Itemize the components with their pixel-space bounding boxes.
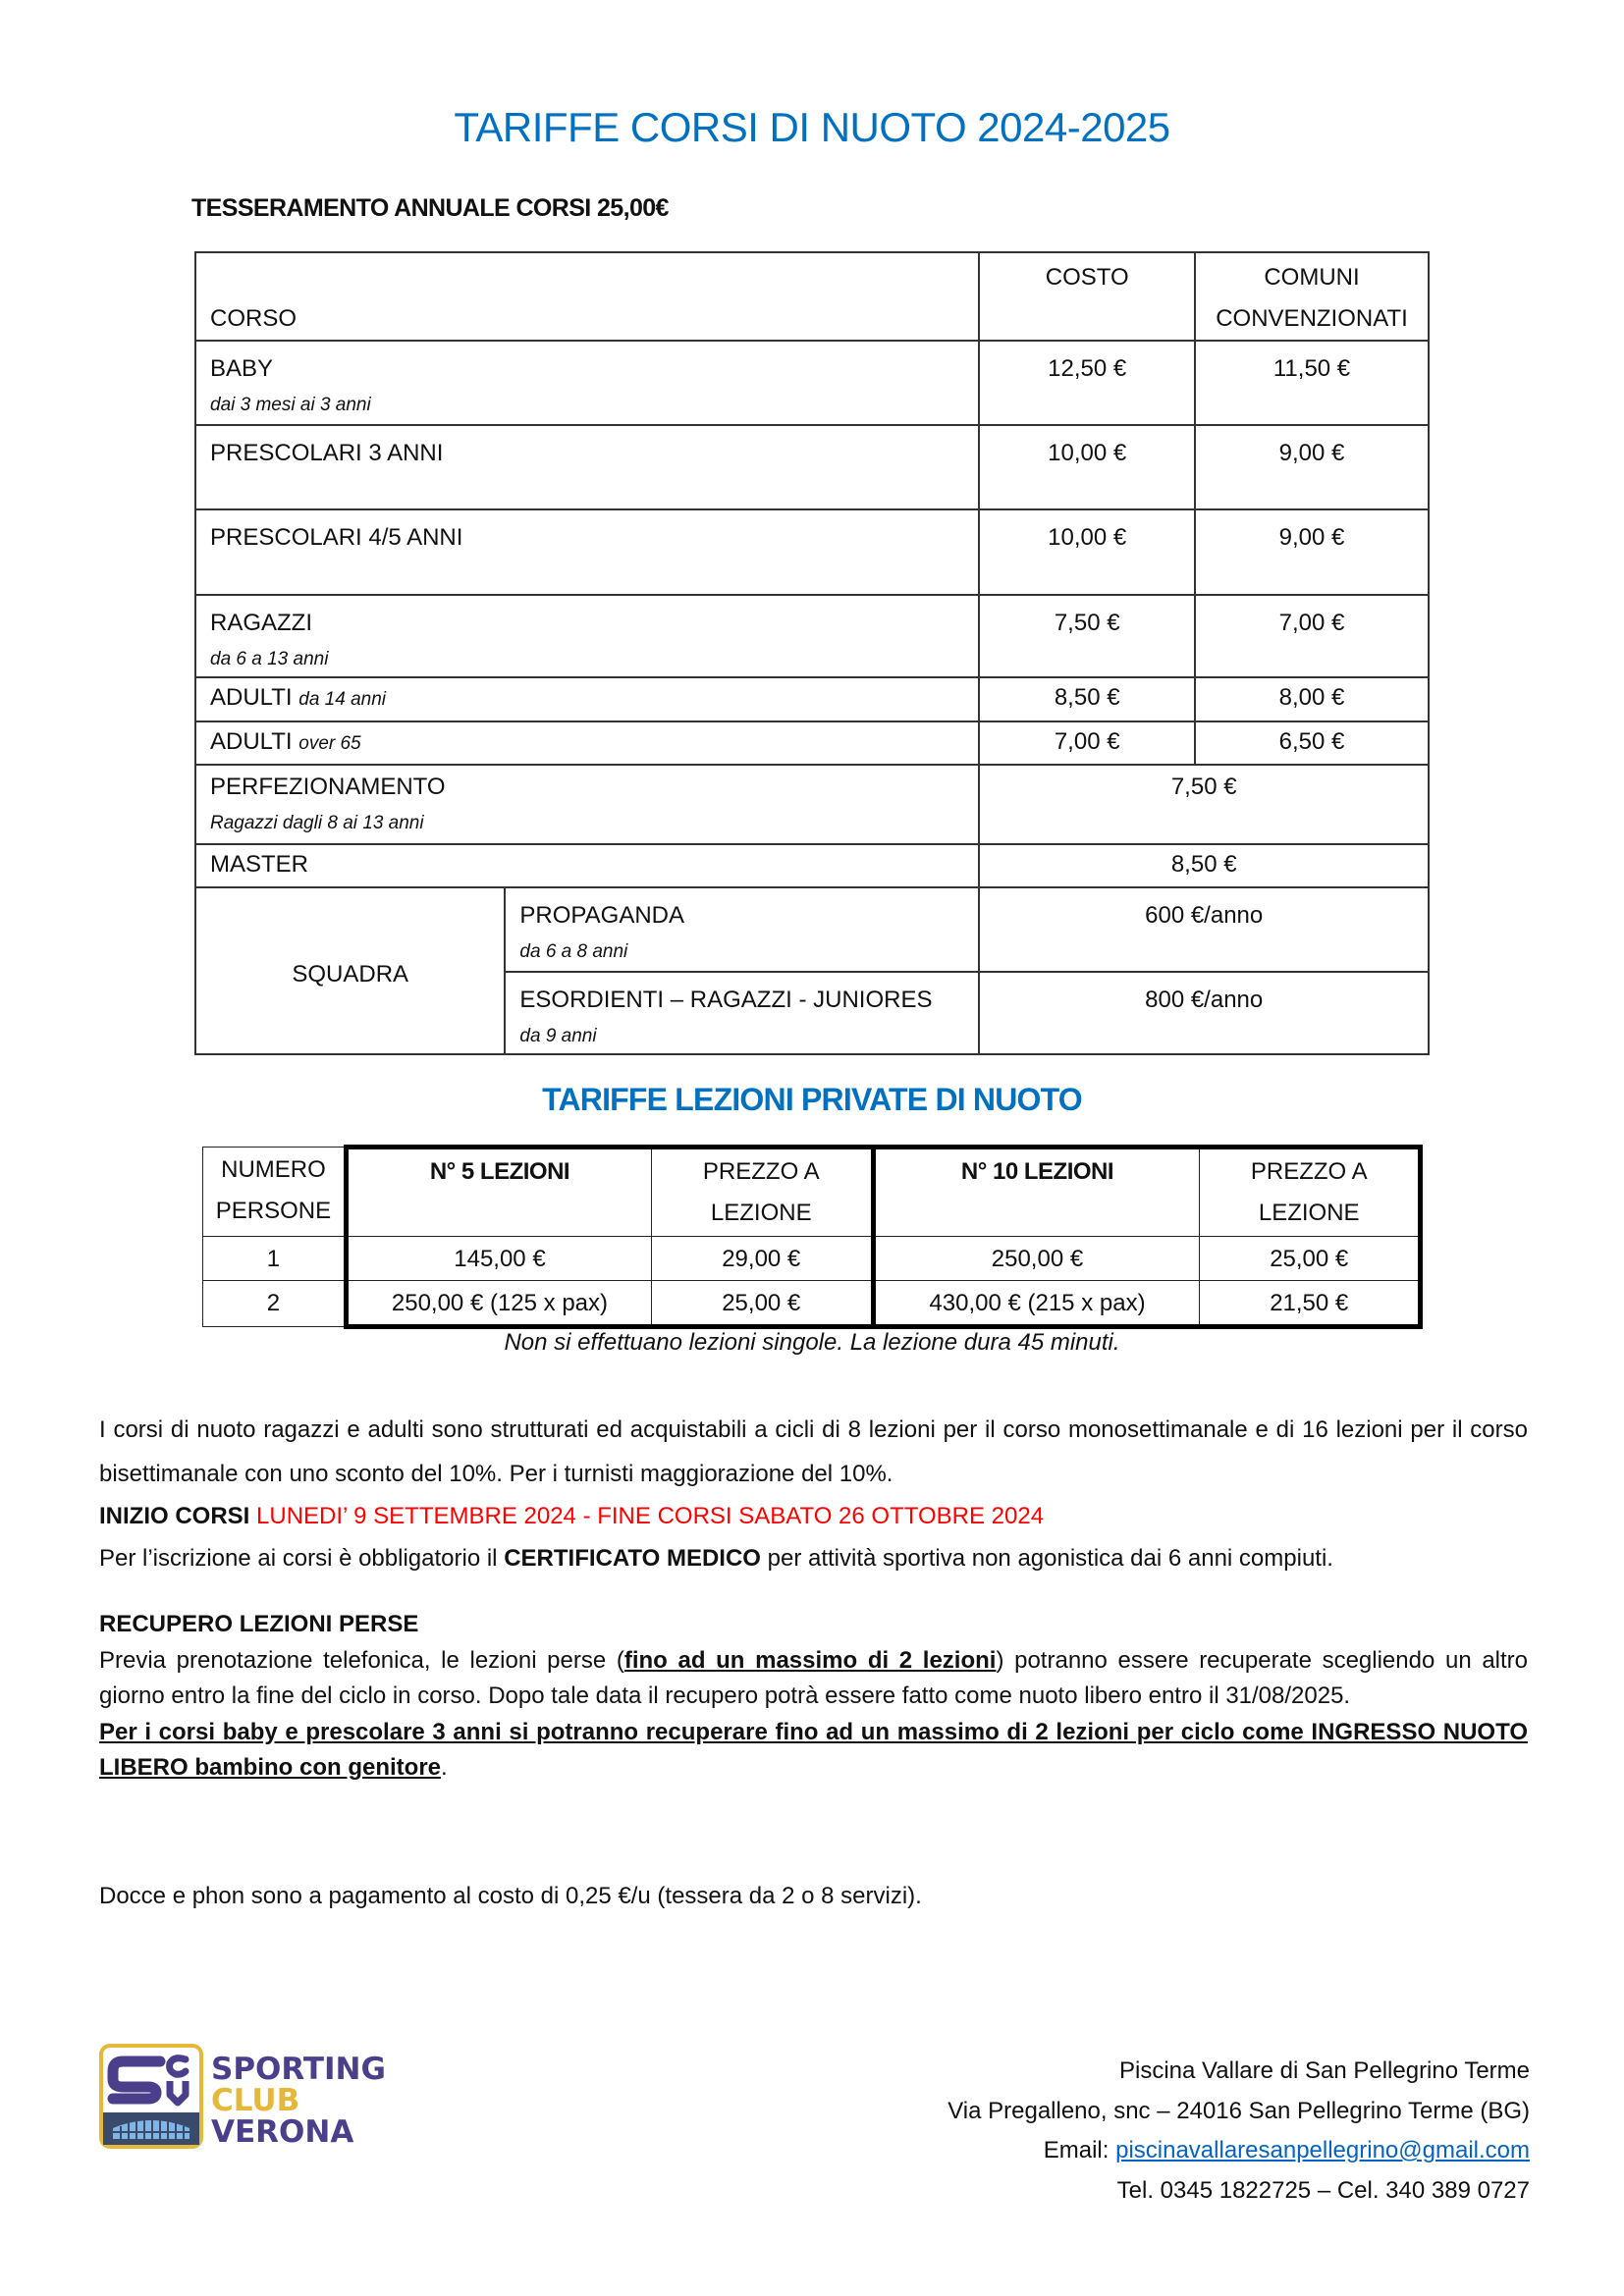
- table-row: [195, 425, 1429, 509]
- price-per-lesson: 25,00 €: [1200, 1237, 1421, 1281]
- team-item-price: 800 €/anno: [979, 972, 1429, 1054]
- logo-mark-icon: [99, 2044, 411, 2150]
- course-affiliated: 6,50 €: [1195, 721, 1429, 765]
- table-row: [195, 595, 1429, 677]
- recovery-baby-text: Per i corsi baby e prescolare 3 anni si potranno recuperare fino ad un massimo di 2 lezioni per ciclo come INGRESSO NUOTO LIBERO bambino con genitore.: [99, 1718, 1528, 1781]
- course-name: PERFEZIONAMENTO Ragazzi dagli 8 ai 13 anni: [195, 765, 979, 844]
- logo-line3: VERONA: [211, 2114, 354, 2150]
- email-line: Email: piscinavallaresanpellegrino@gmail.com: [1043, 2137, 1530, 2163]
- price-5-lessons: 250,00 € (125 x pax): [346, 1281, 651, 1327]
- course-name: ADULTI over 65: [195, 721, 979, 765]
- table-row: [195, 721, 1429, 765]
- price-per-lesson: 29,00 €: [652, 1237, 874, 1281]
- table-row: [203, 1237, 1421, 1281]
- showers-text: Docce e phon sono a pagamento al costo di 0,25 €/u (tessera da 2 o 8 servizi).: [99, 1883, 922, 1909]
- footer-contacts: [744, 2052, 1530, 2211]
- header-people: NUMERO PERSONE: [203, 1148, 347, 1237]
- phone-numbers: Tel. 0345 1822725 – Cel. 340 389 0727: [1116, 2176, 1530, 2204]
- table-row: [195, 341, 1429, 425]
- team-item-name: ESORDIENTI – RAGAZZI - JUNIORES da 9 anni: [505, 972, 979, 1054]
- price-10-lessons: 430,00 € (215 x pax): [873, 1281, 1200, 1327]
- team-label: SQUADRA: [195, 887, 505, 1054]
- logo-line2: CLUB: [211, 2083, 300, 2118]
- header-5-lessons: N° 5 LEZIONI: [346, 1148, 651, 1237]
- recovery-section: [99, 1607, 1528, 1787]
- table-header-row: [203, 1148, 1421, 1237]
- header-course: CORSO: [195, 252, 979, 341]
- team-item-name: PROPAGANDA da 6 a 8 anni: [505, 887, 979, 972]
- page-title: TARIFFE CORSI DI NUOTO 2024-2025: [454, 104, 1170, 150]
- price-per-lesson: 21,50 €: [1200, 1281, 1421, 1327]
- header-price-per-lesson: PREZZO A LEZIONE: [652, 1148, 874, 1237]
- header-affiliated: COMUNI CONVENZIONATI: [1195, 252, 1429, 341]
- course-dates: INIZIO CORSI LUNEDI’ 9 SETTEMBRE 2024 - FINE CORSI SABATO 26 OTTOBRE 2024: [99, 1503, 1045, 1529]
- course-cost: 12,50 €: [979, 341, 1195, 425]
- table-row: [195, 509, 1429, 595]
- table-row: [195, 887, 1429, 972]
- course-cost: 8,50 €: [979, 677, 1195, 721]
- table-header-row: [195, 252, 1429, 341]
- price-10-lessons: 250,00 €: [873, 1237, 1200, 1281]
- table-row: [195, 677, 1429, 721]
- courses-info: [99, 1408, 1528, 1580]
- course-cost: 10,00 €: [979, 509, 1195, 595]
- course-price: 7,50 €: [979, 765, 1429, 844]
- course-affiliated: 11,50 €: [1195, 341, 1429, 425]
- email-link[interactable]: piscinavallaresanpellegrino@gmail.com: [1115, 2137, 1530, 2163]
- course-affiliated: 7,00 €: [1195, 595, 1429, 677]
- team-item-price: 600 €/anno: [979, 887, 1429, 972]
- private-lessons-title: TARIFFE LEZIONI PRIVATE DI NUOTO: [542, 1082, 1082, 1117]
- people-count: 1: [203, 1237, 347, 1281]
- sporting-club-verona-logo: [99, 2044, 411, 2150]
- course-name: PRESCOLARI 4/5 ANNI: [195, 509, 979, 595]
- table-row: [195, 844, 1429, 887]
- course-name: RAGAZZI da 6 a 13 anni: [195, 595, 979, 677]
- recovery-text: Previa prenotazione telefonica, le lezioni perse (fino ad un massimo di 2 lezioni) potranno essere recuperate scegliendo un altro giorno entro la fine del ciclo in corso. Dopo tale data il recupero potrà essere fatto come nuoto libero entro il 31/08/2025.: [99, 1646, 1529, 1709]
- course-cost: 7,50 €: [979, 595, 1195, 677]
- private-lessons-note: Non si effettuano lezioni singole. La lezione dura 45 minuti.: [504, 1329, 1120, 1356]
- membership-fee: TESSERAMENTO ANNUALE CORSI 25,00€: [191, 194, 669, 222]
- header-10-lessons: N° 10 LEZIONI: [873, 1148, 1200, 1237]
- course-affiliated: 9,00 €: [1195, 509, 1429, 595]
- price-5-lessons: 145,00 €: [346, 1237, 651, 1281]
- people-count: 2: [203, 1281, 347, 1327]
- header-price-per-lesson: PREZZO A LEZIONE: [1200, 1148, 1421, 1237]
- venue-address: Via Pregalleno, snc – 24016 San Pellegrino Terme (BG): [947, 2097, 1530, 2124]
- courses-table: [194, 251, 1430, 1055]
- course-affiliated: 8,00 €: [1195, 677, 1429, 721]
- course-name: ADULTI da 14 anni: [195, 677, 979, 721]
- course-name: MASTER: [195, 844, 979, 887]
- table-row: [203, 1281, 1421, 1327]
- medical-cert-text: Per l’iscrizione ai corsi è obbligatorio il CERTIFICATO MEDICO per attività sportiva non agonistica dai 6 anni compiuti.: [99, 1545, 1333, 1572]
- course-cost: 7,00 €: [979, 721, 1195, 765]
- course-price: 8,50 €: [979, 844, 1429, 887]
- logo-line1: SPORTING: [211, 2052, 386, 2087]
- private-lessons-table: [202, 1145, 1423, 1329]
- dates-text: LUNEDI’ 9 SETTEMBRE 2024 - FINE CORSI SABATO 26 OTTOBRE 2024: [256, 1503, 1045, 1529]
- course-cost: 10,00 €: [979, 425, 1195, 509]
- course-name: BABY dai 3 mesi ai 3 anni: [195, 341, 979, 425]
- recovery-heading: RECUPERO LEZIONI PERSE: [99, 1611, 419, 1637]
- price-per-lesson: 25,00 €: [652, 1281, 874, 1327]
- venue-name: Piscina Vallare di San Pellegrino Terme: [1119, 2057, 1530, 2084]
- course-name: PRESCOLARI 3 ANNI: [195, 425, 979, 509]
- course-affiliated: 9,00 €: [1195, 425, 1429, 509]
- header-cost: COSTO: [979, 252, 1195, 341]
- table-row: [195, 765, 1429, 844]
- cycles-text: I corsi di nuoto ragazzi e adulti sono strutturati ed acquistabili a cicli di 8 lezioni per il corso monosettimanale e di 16 lezioni per il corso bisettimanale con uno sconto del 10%. Per i turnisti maggiorazione del 10%.: [99, 1416, 1528, 1487]
